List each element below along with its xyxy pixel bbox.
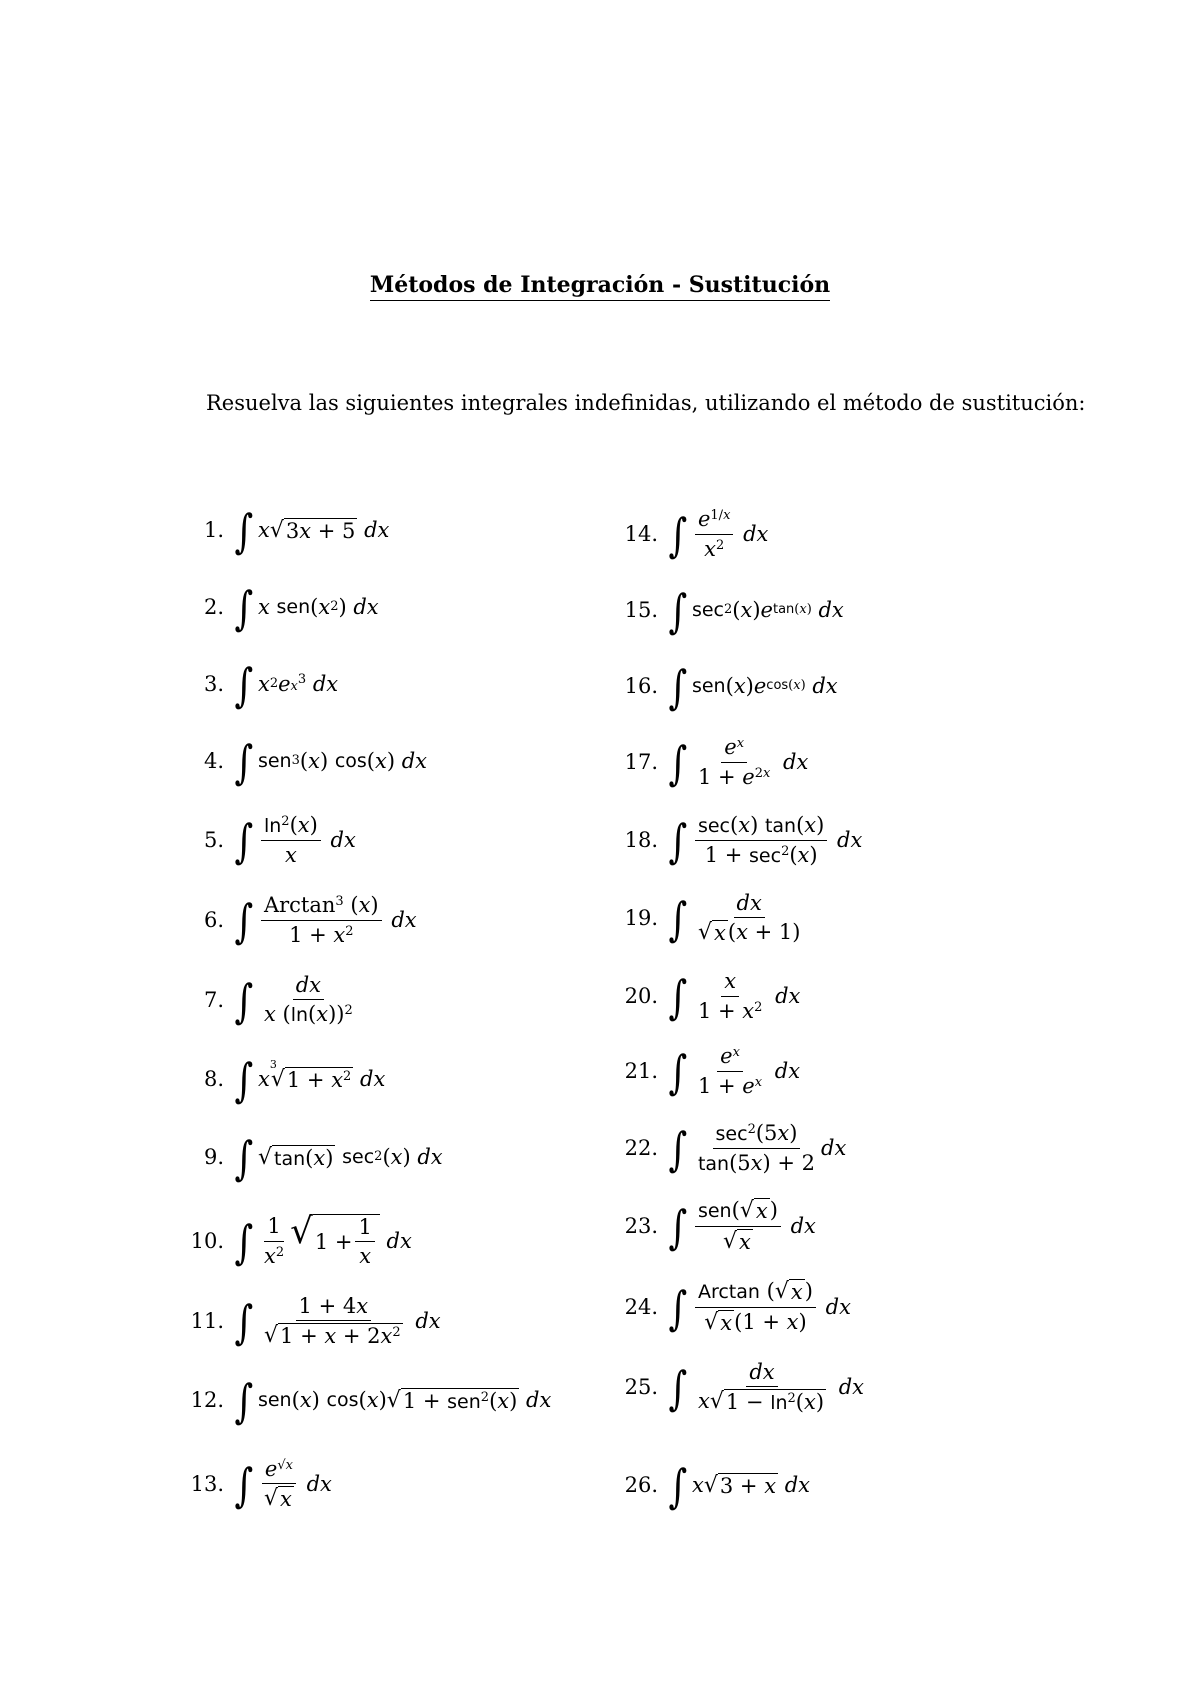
exercise-6: 6. ∫ $\frac{Arctan^3 (x)}{1 + x^2}$ dx — [203, 893, 417, 948]
exercise-19: 19. ∫ dx √ x (x + 1) — [624, 890, 801, 946]
page-title: Métodos de Integración - Sustitución — [0, 272, 1200, 298]
exercise-22: 22. ∫ $\frac{\sec^2(5x)}{\tan(5x) + 2}$ dx — [624, 1120, 847, 1176]
integral-icon: ∫ — [234, 658, 254, 712]
exercise-15: 15. ∫ sec 2 ( x ) e tan(x) dx — [624, 584, 844, 638]
integral-icon: ∫ — [234, 1458, 254, 1512]
exercise-21: 21. ∫ $\frac{e^x}{1 + e^x}$ dx — [624, 1044, 801, 1099]
integral-icon: ∫ — [668, 1361, 688, 1415]
integral-icon: ∫ — [668, 1045, 688, 1099]
exercise-18: 18. ∫ $\frac{\sec(x) \tan(x)}{1 + \sec^2(x)}$ dx — [624, 812, 863, 868]
exercise-3: 3. ∫ x 2 e $x^3$ dx — [203, 658, 339, 712]
exercise-10: 10. ∫ $\frac{1}{x^2}$ √ 1 + $\frac{1}{x}$ dx — [190, 1210, 412, 1269]
integral-icon: ∫ — [668, 1200, 688, 1254]
exercise-2: 2. ∫ x sen ( x 2 ) dx — [203, 581, 379, 635]
exercise-8: 8. ∫ x 3 √ $1 + x^2$ dx — [203, 1053, 386, 1107]
integral-icon: ∫ — [234, 504, 254, 558]
integral-icon: ∫ — [668, 736, 688, 790]
exercise-17: 17. ∫ $\frac{e^x}{1 + e^{2x}}$ dx — [624, 735, 809, 790]
exercise-26: 26. ∫ x √ 3 + x dx — [624, 1459, 811, 1513]
exercise-25: 25. ∫ dx x √ $1 - \ln^2(x)$ dx — [624, 1359, 865, 1415]
integral-icon: ∫ — [668, 892, 688, 946]
integral-icon: ∫ — [234, 1295, 254, 1349]
exercise-13: 13. ∫ $e^{√x}$ √ x dx — [190, 1456, 332, 1512]
integral-icon: ∫ — [668, 508, 688, 562]
exercise-9: 9. ∫ √ tan(x) sec 2 ( x ) dx — [203, 1131, 443, 1185]
exercise-12: 12. ∫ sen ( x ) cos ( x ) √ 1 + sen$^2$(x) dx — [190, 1374, 552, 1428]
exercise-16: 16. ∫ sen ( x ) e cos(x) dx — [624, 660, 838, 714]
integral-icon: ∫ — [668, 584, 688, 638]
integral-icon: ∫ — [668, 660, 688, 714]
integral-icon: ∫ — [668, 1459, 688, 1513]
exercise-5: 5. ∫ $\frac{\ln^2(x)}{x}$ dx — [203, 813, 356, 868]
integral-icon: ∫ — [234, 814, 254, 868]
integral-icon: ∫ — [234, 974, 254, 1028]
integral-icon: ∫ — [668, 1281, 688, 1335]
integral-icon: ∫ — [234, 1053, 254, 1107]
exercise-11: 11. ∫ 1 + 4x √ $1 + x + 2x^2$ dx — [190, 1293, 441, 1349]
exercise-24: 24. ∫ Arctan ( √ x ) √ x (1 + x) dx — [624, 1279, 851, 1335]
integral-icon: ∫ — [668, 970, 688, 1024]
exercise-20: 20. ∫ $\frac{x}{1 + x^2}$ dx — [624, 969, 801, 1024]
exercise-14: 14. ∫ $\frac{e^{1/x}}{x^2}$ dx — [624, 507, 769, 562]
integral-icon: ∫ — [668, 1122, 688, 1176]
integral-icon: ∫ — [234, 1131, 254, 1185]
instructions: Resuelva las siguientes integrales indefinidas, utilizando el método de sustitución: — [206, 391, 1086, 415]
exercise-4: 4. ∫ sen 3 ( x ) cos ( x ) dx — [203, 735, 428, 789]
integral-icon: ∫ — [234, 1215, 254, 1269]
exercise-23: 23. ∫ sen( √ x ) √ x dx — [624, 1198, 816, 1254]
integral-icon: ∫ — [234, 1374, 254, 1428]
integral-icon: ∫ — [668, 814, 688, 868]
integral-icon: ∫ — [234, 894, 254, 948]
exercise-7: 7. ∫ $\frac{dx}{x (\ln(x))^2}$ — [203, 973, 353, 1028]
exercise-1: 1. ∫ x √ 3x + 5 dx — [203, 504, 390, 558]
integral-icon: ∫ — [234, 735, 254, 789]
integral-icon: ∫ — [234, 581, 254, 635]
